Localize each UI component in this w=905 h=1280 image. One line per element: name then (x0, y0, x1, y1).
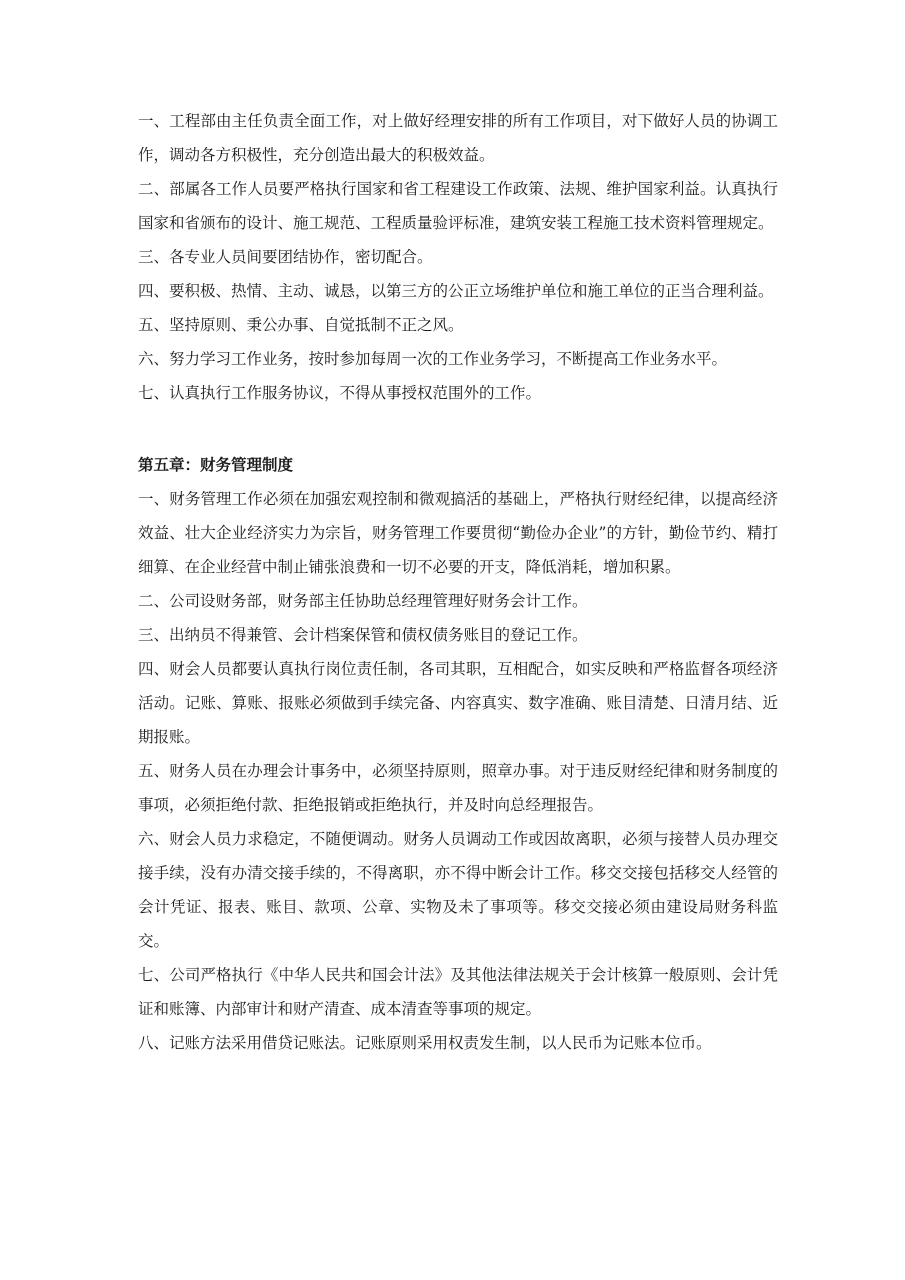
paragraph: 五、财务人员在办理会计事务中，必须坚持原则，照章办事。对于违反财经纪律和财务制度的事项，必须拒绝付款、拒绝报销或拒绝执行，并及时向总经理报告。 (138, 762, 778, 814)
paragraph: 三、出纳员不得兼管、会计档案保管和债权债务账目的登记工作。 (138, 626, 588, 644)
paragraph: 四、要积极、热情、主动、诚恳，以第三方的公正立场维护单位和施工单位的正当合理利益。 (138, 282, 774, 300)
paragraph: 二、公司设财务部，财务部主任协助总经理管理好财务会计工作。 (138, 592, 588, 610)
paragraph: 一、工程部由主任负责全面工作，对上做好经理安排的所有工作项目，对下做好人员的协调工作，调动各方积极性，充分创造出最大的积极效益。 (138, 112, 778, 164)
paragraph: 三、各专业人员间要团结协作，密切配合。 (138, 248, 433, 266)
paragraph: 六、努力学习工作业务，按时参加每周一次的工作业务学习，不断提高工作业务水平。 (138, 350, 728, 368)
paragraph: 五、坚持原则、秉公办事、自觉抵制不正之风。 (138, 316, 464, 334)
paragraph: 四、财会人员都要认真执行岗位责任制，各司其职，互相配合，如实反映和严格监督各项经济活动。记账、算账、报账必须做到手续完备、内容真实、数字准确、账目清楚、日清月结、近期报账。 (138, 660, 778, 746)
paragraph: 二、部属各工作人员要严格执行国家和省工程建设工作政策、法规、维护国家利益。认真执行国家和省颁布的设计、施工规范、工程质量验评标准，建筑安装工程施工技术资料管理规定。 (138, 180, 778, 232)
paragraph: 八、记账方法采用借贷记账法。记账原则采用权责发生制，以人民币为记账本位币。 (138, 1034, 712, 1052)
document-page (138, 104, 778, 1060)
paragraph: 一、财务管理工作必须在加强宏观控制和微观搞活的基础上，严格执行财经纪律，以提高经济效益、壮大企业经济实力为宗旨，财务管理工作要贯彻“勤俭办企业”的方针，勤俭节约、精打细算、在企业经营中制止铺张浪费和一切不必要的开支，降低消耗，增加积累。 (138, 490, 778, 576)
paragraph: 七、公司严格执行《中华人民共和国会计法》及其他法律法规关于会计核算一般原则、会计凭证和账簿、内部审计和财产清查、成本清查等事项的规定。 (138, 966, 778, 1018)
chapter-heading: 第五章：财务管理制度 (138, 455, 294, 474)
section-gap (138, 410, 778, 448)
paragraph: 七、认真执行工作服务协议，不得从事授权范围外的工作。 (138, 384, 542, 402)
paragraph: 六、财会人员力求稳定，不随便调动。财务人员调动工作或因故离职，必须与接替人员办理交接手续，没有办清交接手续的，不得离职，亦不得中断会计工作。移交交接包括移交人经管的会计凭证、报表、账目、款项、公章、实物及未了事项等。移交交接必须由建设局财务科监交。 (138, 830, 778, 950)
